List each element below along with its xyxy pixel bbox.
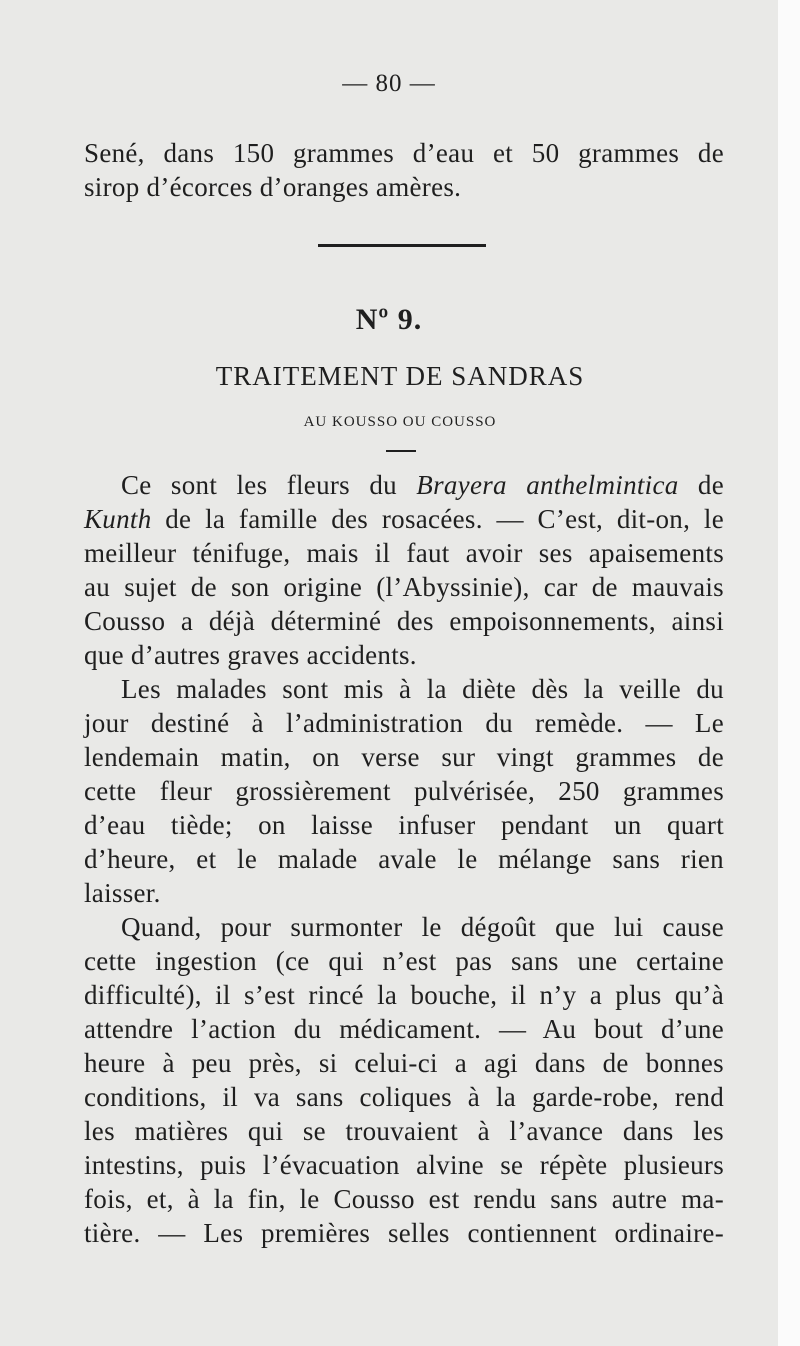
text-line [84,503,724,535]
text-line: Quand, pour surmonter le dégoût que lui cause [121,912,724,942]
text-span: Ce sont les fleurs du [121,470,417,500]
text-line: cette ingestion (ce qui n’est pas sans une certaine [84,946,724,976]
text-line: jour destiné à l’administration du remède. — Le [84,708,724,738]
section-divider [318,244,486,247]
text-line: d’heure, et le malade avale le mélange sans rien [84,844,724,874]
text-line: Les malades sont mis à la diète dès la veille du [121,674,724,704]
text-line: conditions, il va sans coliques à la garde-robe, rend [84,1082,724,1112]
text-line: attendre l’action du médicament. — Au bout d’une [84,1014,724,1044]
text-line: heure à peu près, si celui-ci a agi dans de bonnes [84,1048,724,1078]
text-line: intestins, puis l’évacuation alvine se répète plusieurs [84,1150,724,1180]
text-span: de la famille des rosacées. — C’est, dit-on, le [151,504,724,534]
text-line: meilleur ténifuge, mais il faut avoir ses apaisements [84,538,724,568]
text-line: d’eau tiède; on laisse infuser pendant un quart [84,810,724,840]
text-line: Sené, dans 150 grammes d’eau et 50 grammes de [84,138,724,168]
text-line: difficulté), il s’est rincé la bouche, il n’y a plus qu’à [84,980,724,1010]
page-edge [778,0,800,1346]
text-line: cette fleur grossièrement pulvérisée, 250 grammes [84,776,724,806]
text-line: sirop d’écorces d’oranges amères. [84,172,462,202]
species-name: Brayera anthelmintica [416,470,679,500]
recipe-title: TRAITEMENT DE SANDRAS [215,361,585,391]
text-line: laisser. [84,878,161,908]
title-divider [386,450,416,452]
recipe-number: Nº 9. [355,303,423,336]
text-line: fois, et, à la fin, le Cousso est rendu sans autre ma- [84,1184,724,1214]
text-line: au sujet de son origine (l’Abyssinie), car de mauvais [84,572,724,602]
text-line: lendemain matin, on verse sur vingt grammes de [84,742,724,772]
text-line: tière. — Les premières selles contiennent ordinaire- [84,1218,724,1248]
text-line: les matières qui se trouvaient à l’avance dans les [84,1116,724,1146]
page-number: — 80 — [342,70,436,97]
text-line: Cousso a déjà déterminé des empoisonnements, ainsi [84,606,724,636]
text-line: que d’autres graves accidents. [84,640,417,670]
text-span: de [678,470,725,500]
author-name: Kunth [84,504,152,534]
text-line [121,469,724,501]
recipe-subtitle: AU KOUSSO OU COUSSO [303,414,497,430]
